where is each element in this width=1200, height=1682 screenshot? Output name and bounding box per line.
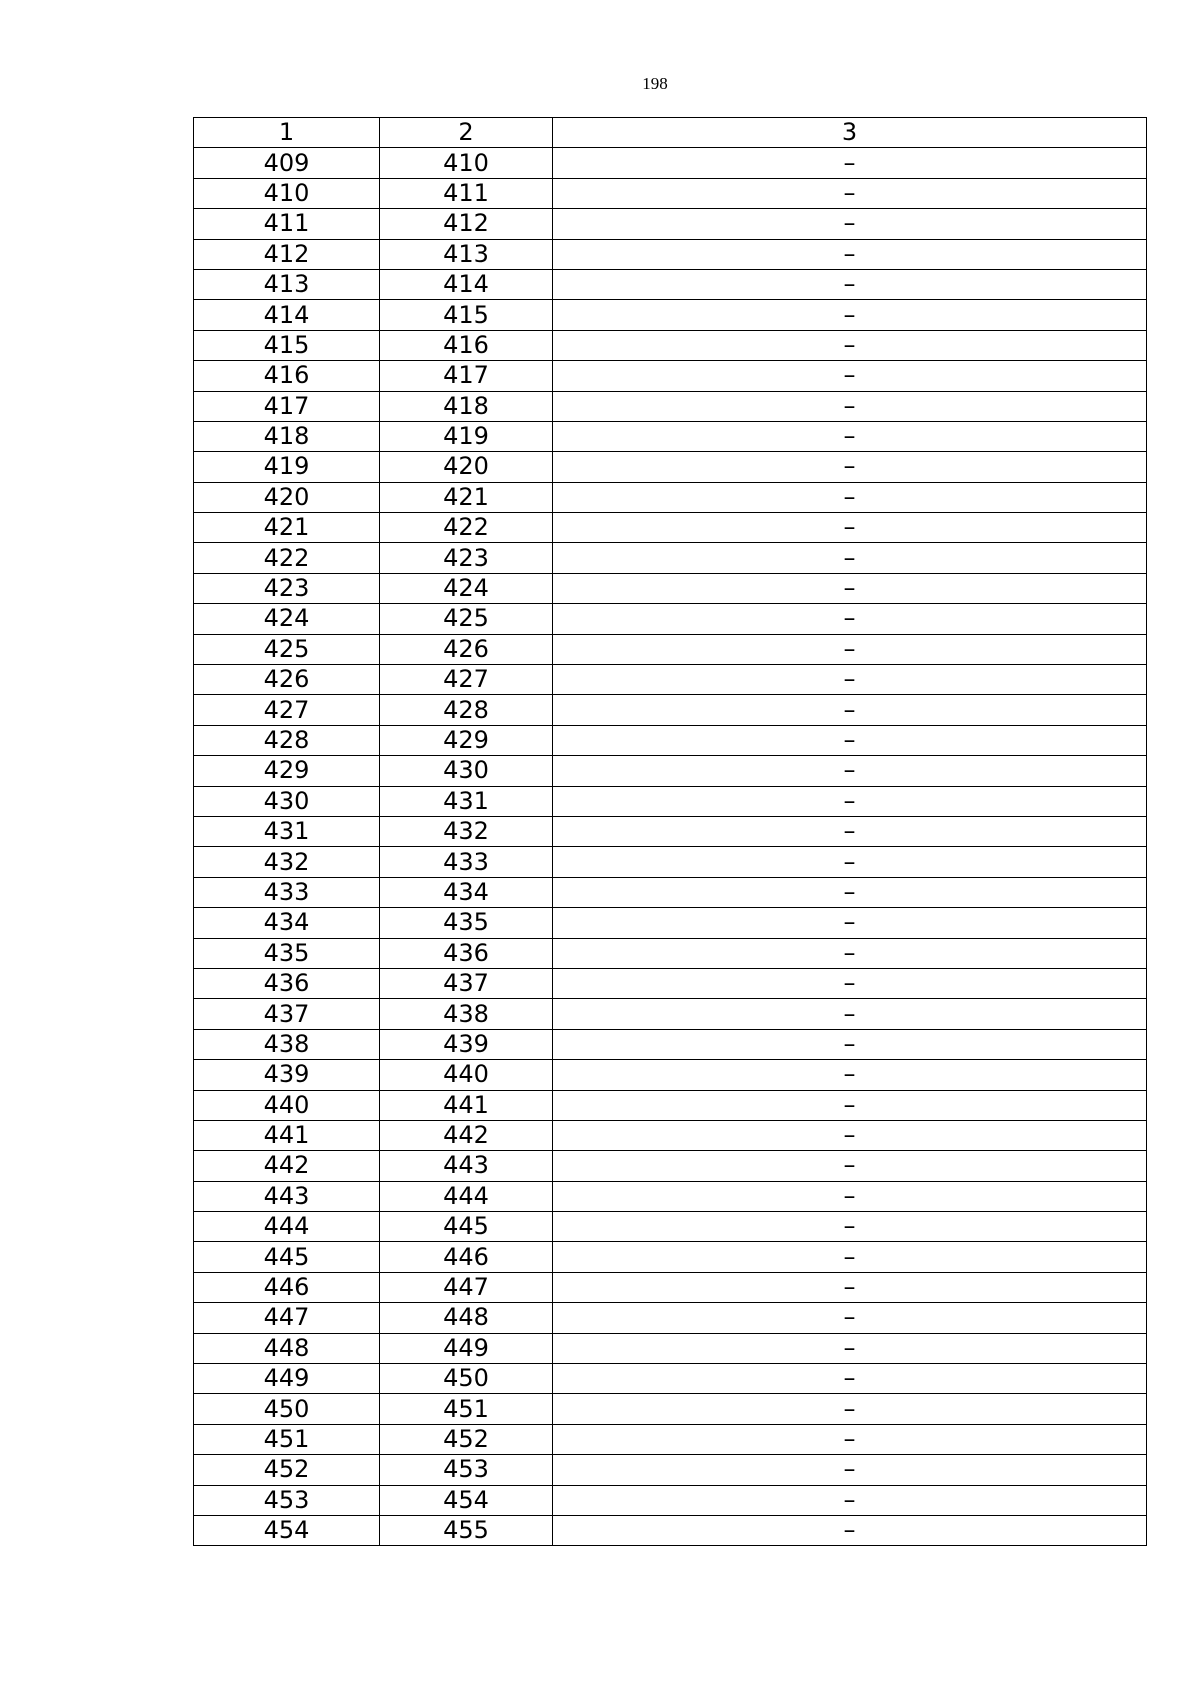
table-cell-col-3: – <box>553 1090 1147 1120</box>
table-cell-col-3: – <box>553 665 1147 695</box>
table-cell-col-2: 422 <box>380 513 553 543</box>
table-row <box>194 1424 1147 1454</box>
table-cell-col-3: – <box>553 604 1147 634</box>
table-row <box>194 1181 1147 1211</box>
table-row <box>194 816 1147 846</box>
table-cell-col-3: – <box>553 908 1147 938</box>
table-row <box>194 695 1147 725</box>
table-cell-col-1: 440 <box>194 1090 380 1120</box>
table-cell-col-3: – <box>553 1242 1147 1272</box>
table-cell-col-2: 441 <box>380 1090 553 1120</box>
table-cell-col-1: 446 <box>194 1272 380 1302</box>
table-row <box>194 1029 1147 1059</box>
table-cell-col-3: – <box>553 543 1147 573</box>
table-cell-col-3: – <box>553 421 1147 451</box>
table-cell-col-1: 436 <box>194 968 380 998</box>
table-row <box>194 665 1147 695</box>
table-cell-col-3: – <box>553 300 1147 330</box>
table-cell-col-2: 416 <box>380 330 553 360</box>
table-row <box>194 1151 1147 1181</box>
table-cell-col-2: 446 <box>380 1242 553 1272</box>
table-cell-col-2: 453 <box>380 1455 553 1485</box>
table-cell-col-3: – <box>553 756 1147 786</box>
table-cell-col-1: 430 <box>194 786 380 816</box>
table-row <box>194 300 1147 330</box>
table-cell-col-1: 448 <box>194 1333 380 1363</box>
table-cell-col-1: 453 <box>194 1485 380 1515</box>
table-cell-col-1: 421 <box>194 513 380 543</box>
table-cell-col-2: 411 <box>380 178 553 208</box>
table-cell-col-2: 449 <box>380 1333 553 1363</box>
table-row <box>194 634 1147 664</box>
table-cell-col-3: – <box>553 513 1147 543</box>
table-cell-col-1: 454 <box>194 1515 380 1545</box>
table-cell-col-3: – <box>553 1333 1147 1363</box>
table-row <box>194 1515 1147 1545</box>
table-cell-col-3: – <box>553 452 1147 482</box>
table-cell-col-2: 417 <box>380 361 553 391</box>
table-cell-col-2: 423 <box>380 543 553 573</box>
table-cell-col-2: 437 <box>380 968 553 998</box>
table-cell-col-1: 442 <box>194 1151 380 1181</box>
table-cell-col-3: – <box>553 695 1147 725</box>
table-body <box>194 148 1147 1546</box>
table-cell-col-1: 428 <box>194 725 380 755</box>
table-cell-col-1: 419 <box>194 452 380 482</box>
table-cell-col-2: 452 <box>380 1424 553 1454</box>
column-header-1: 1 <box>194 118 380 148</box>
page-number: 198 <box>642 74 668 93</box>
table-header-row <box>194 118 1147 148</box>
table-cell-col-3: – <box>553 968 1147 998</box>
table-cell-col-1: 447 <box>194 1303 380 1333</box>
table-cell-col-1: 409 <box>194 148 380 178</box>
table-cell-col-2: 431 <box>380 786 553 816</box>
table-row <box>194 482 1147 512</box>
table-cell-col-2: 444 <box>380 1181 553 1211</box>
table-row <box>194 543 1147 573</box>
table-cell-col-1: 423 <box>194 573 380 603</box>
table-row <box>194 1394 1147 1424</box>
table-cell-col-2: 440 <box>380 1060 553 1090</box>
table-cell-col-2: 427 <box>380 665 553 695</box>
table-cell-col-3: – <box>553 1455 1147 1485</box>
table-cell-col-2: 410 <box>380 148 553 178</box>
table-cell-col-1: 416 <box>194 361 380 391</box>
table-row <box>194 209 1147 239</box>
table-cell-col-1: 437 <box>194 999 380 1029</box>
table-cell-col-1: 441 <box>194 1120 380 1150</box>
table-cell-col-2: 419 <box>380 421 553 451</box>
table-cell-col-2: 442 <box>380 1120 553 1150</box>
table-cell-col-1: 420 <box>194 482 380 512</box>
table-cell-col-1: 439 <box>194 1060 380 1090</box>
table-cell-col-1: 422 <box>194 543 380 573</box>
table-cell-col-1: 410 <box>194 178 380 208</box>
table-cell-col-3: – <box>553 938 1147 968</box>
table-cell-col-3: – <box>553 209 1147 239</box>
table-row <box>194 330 1147 360</box>
table-cell-col-2: 433 <box>380 847 553 877</box>
table-row <box>194 1060 1147 1090</box>
table-cell-col-1: 435 <box>194 938 380 968</box>
table-cell-col-3: – <box>553 634 1147 664</box>
table-cell-col-1: 424 <box>194 604 380 634</box>
table-cell-col-2: 429 <box>380 725 553 755</box>
table-cell-col-1: 429 <box>194 756 380 786</box>
table-cell-col-2: 418 <box>380 391 553 421</box>
table-row <box>194 1090 1147 1120</box>
table-cell-col-2: 424 <box>380 573 553 603</box>
table-cell-col-1: 417 <box>194 391 380 421</box>
table-cell-col-2: 428 <box>380 695 553 725</box>
column-header-3: 3 <box>553 118 1147 148</box>
table-cell-col-2: 413 <box>380 239 553 269</box>
table-cell-col-1: 451 <box>194 1424 380 1454</box>
table-cell-col-1: 414 <box>194 300 380 330</box>
table-cell-col-1: 415 <box>194 330 380 360</box>
table-row <box>194 421 1147 451</box>
table-cell-col-2: 443 <box>380 1151 553 1181</box>
table-cell-col-1: 431 <box>194 816 380 846</box>
table-cell-col-3: – <box>553 999 1147 1029</box>
table-cell-col-3: – <box>553 725 1147 755</box>
table-cell-col-2: 420 <box>380 452 553 482</box>
table-row <box>194 604 1147 634</box>
table-row <box>194 756 1147 786</box>
table-row <box>194 786 1147 816</box>
table-cell-col-3: – <box>553 573 1147 603</box>
table-row <box>194 847 1147 877</box>
table-cell-col-3: – <box>553 1515 1147 1545</box>
table-cell-col-1: 418 <box>194 421 380 451</box>
table-cell-col-2: 450 <box>380 1364 553 1394</box>
table-cell-col-2: 436 <box>380 938 553 968</box>
table-cell-col-3: – <box>553 1120 1147 1150</box>
table-cell-col-1: 425 <box>194 634 380 664</box>
table-cell-col-1: 443 <box>194 1181 380 1211</box>
table-row <box>194 391 1147 421</box>
table-cell-col-1: 413 <box>194 269 380 299</box>
table-row <box>194 1455 1147 1485</box>
table-cell-col-1: 427 <box>194 695 380 725</box>
table-cell-col-2: 415 <box>380 300 553 330</box>
table-row <box>194 239 1147 269</box>
table-cell-col-1: 445 <box>194 1242 380 1272</box>
table-cell-col-2: 421 <box>380 482 553 512</box>
table-cell-col-3: – <box>553 847 1147 877</box>
table-cell-col-2: 434 <box>380 877 553 907</box>
table-cell-col-3: – <box>553 482 1147 512</box>
table-cell-col-1: 412 <box>194 239 380 269</box>
table-cell-col-1: 438 <box>194 1029 380 1059</box>
table-cell-col-1: 411 <box>194 209 380 239</box>
table-cell-col-3: – <box>553 1364 1147 1394</box>
table-cell-col-3: – <box>553 1029 1147 1059</box>
table-row <box>194 1242 1147 1272</box>
table-cell-col-1: 450 <box>194 1394 380 1424</box>
table-cell-col-2: 414 <box>380 269 553 299</box>
table-row <box>194 938 1147 968</box>
table-cell-col-1: 444 <box>194 1212 380 1242</box>
table-cell-col-2: 426 <box>380 634 553 664</box>
table-cell-col-1: 433 <box>194 877 380 907</box>
table-cell-col-3: – <box>553 178 1147 208</box>
table-row <box>194 1333 1147 1363</box>
table-cell-col-3: – <box>553 1272 1147 1302</box>
table-cell-col-2: 448 <box>380 1303 553 1333</box>
table-cell-col-2: 445 <box>380 1212 553 1242</box>
table-cell-col-3: – <box>553 786 1147 816</box>
table-cell-col-1: 426 <box>194 665 380 695</box>
table-row <box>194 452 1147 482</box>
table-cell-col-2: 438 <box>380 999 553 1029</box>
table-cell-col-3: – <box>553 239 1147 269</box>
table-cell-col-3: – <box>553 816 1147 846</box>
column-header-2: 2 <box>380 118 553 148</box>
table-cell-col-2: 447 <box>380 1272 553 1302</box>
table-cell-col-3: – <box>553 1151 1147 1181</box>
table-row <box>194 269 1147 299</box>
table-cell-col-3: – <box>553 330 1147 360</box>
table-cell-col-2: 454 <box>380 1485 553 1515</box>
table-cell-col-2: 455 <box>380 1515 553 1545</box>
table-cell-col-2: 432 <box>380 816 553 846</box>
table-cell-col-3: – <box>553 1181 1147 1211</box>
table-row <box>194 1303 1147 1333</box>
table-row <box>194 1120 1147 1150</box>
table-row <box>194 999 1147 1029</box>
table-row <box>194 178 1147 208</box>
table-cell-col-2: 435 <box>380 908 553 938</box>
table-cell-col-1: 434 <box>194 908 380 938</box>
table-cell-col-3: – <box>553 1485 1147 1515</box>
table-cell-col-2: 430 <box>380 756 553 786</box>
table-row <box>194 361 1147 391</box>
table-cell-col-2: 451 <box>380 1394 553 1424</box>
table-cell-col-3: – <box>553 1303 1147 1333</box>
table-cell-col-3: – <box>553 1060 1147 1090</box>
table-cell-col-3: – <box>553 1394 1147 1424</box>
table-row <box>194 148 1147 178</box>
table-cell-col-3: – <box>553 269 1147 299</box>
table-row <box>194 1364 1147 1394</box>
table-cell-col-3: – <box>553 877 1147 907</box>
table-cell-col-3: – <box>553 361 1147 391</box>
table-row <box>194 573 1147 603</box>
table-cell-col-2: 439 <box>380 1029 553 1059</box>
table-row <box>194 513 1147 543</box>
table-cell-col-1: 432 <box>194 847 380 877</box>
table-row <box>194 877 1147 907</box>
table-cell-col-2: 412 <box>380 209 553 239</box>
table-cell-col-3: – <box>553 148 1147 178</box>
table-cell-col-3: – <box>553 1424 1147 1454</box>
table-cell-col-1: 452 <box>194 1455 380 1485</box>
table-row <box>194 725 1147 755</box>
table-cell-col-3: – <box>553 391 1147 421</box>
table-row <box>194 1485 1147 1515</box>
data-table <box>193 117 1147 1546</box>
table-row <box>194 1212 1147 1242</box>
table-cell-col-1: 449 <box>194 1364 380 1394</box>
table-cell-col-3: – <box>553 1212 1147 1242</box>
table-row <box>194 968 1147 998</box>
table-row <box>194 1272 1147 1302</box>
table-row <box>194 908 1147 938</box>
table-cell-col-2: 425 <box>380 604 553 634</box>
